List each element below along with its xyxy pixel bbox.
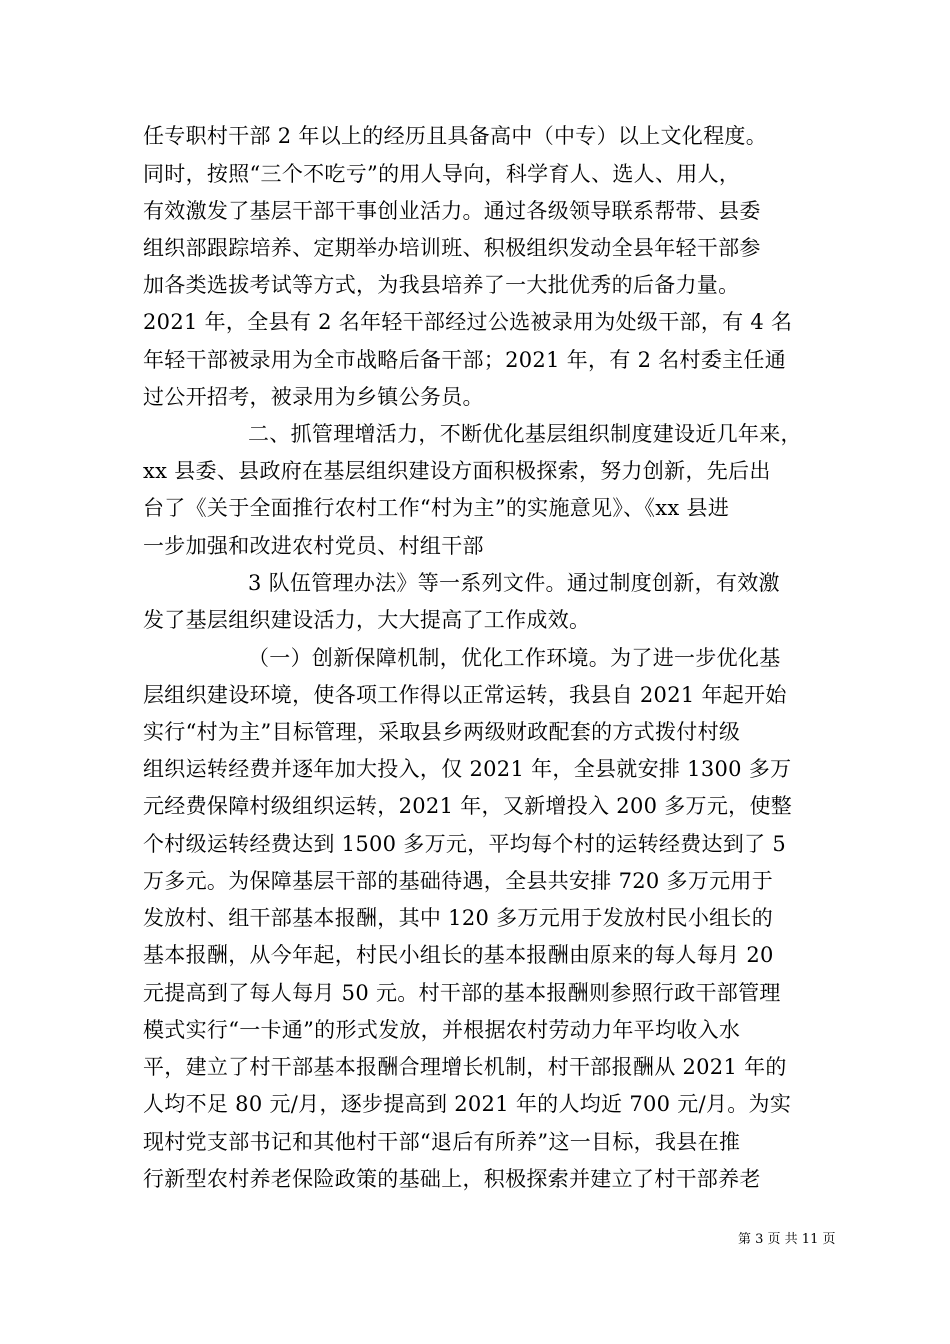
text-line: 现村党支部书记和其他村干部“退后有所养”这一目标，我县在推 [143, 1130, 741, 1154]
text-line: 元经费保障村级组织运转，2021 年，又新增投入 200 多万元，使整 [143, 794, 793, 818]
text-line: 一步加强和改进农村党员、村组干部 [143, 534, 484, 558]
text-line: 有效激发了基层干部干事创业活力。通过各级领导联系帮带、县委 [143, 199, 761, 223]
section-heading: 二、抓管理增活力，不断优化基层组织制度建设近几年来， [248, 422, 802, 446]
text-line: 组织部跟踪培养、定期举办培训班、积极组织发动全县年轻干部参 [143, 236, 761, 260]
text-line: 年轻干部被录用为全市战略后备干部；2021 年，有 2 名村委主任通 [143, 348, 787, 372]
text-line: 过公开招考，被录用为乡镇公务员。 [143, 385, 484, 409]
page-number: 第 3 页 共 11 页 [738, 1232, 836, 1247]
text-line: 2021 年，全县有 2 名年轻干部经过公选被录用为处级干部，有 4 名 [143, 310, 793, 334]
text-line: 组织运转经费并逐年加大投入，仅 2021 年，全县就安排 1300 多万 [143, 757, 792, 781]
text-line: 发放村、组干部基本报酬，其中 120 多万元用于发放村民小组长的 [143, 906, 774, 930]
text-line: 平，建立了村干部基本报酬合理增长机制，村干部报酬从 2021 年的 [143, 1055, 787, 1079]
text-line: 元提高到了每人每月 50 元。村干部的基本报酬则参照行政干部管理 [143, 981, 781, 1005]
text-line: 层组织建设环境，使各项工作得以正常运转，我县自 2021 年起开始 [143, 683, 787, 707]
subsection-heading: （一）创新保障机制，优化工作环境。为了进一步优化基 [248, 646, 781, 670]
text-line: 基本报酬，从今年起，村民小组长的基本报酬由原来的每人每月 20 [143, 943, 774, 967]
text-line: 人均不足 80 元/月，逐步提高到 2021 年的人均近 700 元/月。为实 [143, 1092, 792, 1116]
text-line: 加各类选拔考试等方式，为我县培养了一大批优秀的后备力量。 [143, 273, 740, 297]
text-line: 行新型农村养老保险政策的基础上，积极探索并建立了村干部养老 [143, 1167, 761, 1191]
text-line: 实行“村为主”目标管理，采取县乡两级财政配套的方式拨付村级 [143, 720, 741, 744]
text-line: xx 县委、县政府在基层组织建设方面积极探索，努力创新，先后出 [143, 459, 771, 483]
text-line: 台了《关于全面推行农村工作“村为主”的实施意见》、《xx 县进 [143, 496, 730, 520]
text-line: 3 队伍管理办法》等一系列文件。通过制度创新，有效激 [248, 571, 780, 595]
text-line: 万多元。为保障基层干部的基础待遇，全县共安排 720 多万元用于 [143, 869, 774, 893]
text-line: 发了基层组织建设活力，大大提高了工作成效。 [143, 608, 591, 632]
text-line: 任专职村干部 2 年以上的经历且具备高中（中专）以上文化程度。 [143, 124, 768, 148]
text-line: 同时，按照“三个不吃亏”的用人导向，科学育人、选人、用人， [143, 162, 741, 186]
text-line: 个村级运转经费达到 1500 多万元，平均每个村的运转经费达到了 5 [143, 832, 787, 856]
text-line: 模式实行“一卡通”的形式发放，并根据农村劳动力年平均收入水 [143, 1018, 741, 1042]
